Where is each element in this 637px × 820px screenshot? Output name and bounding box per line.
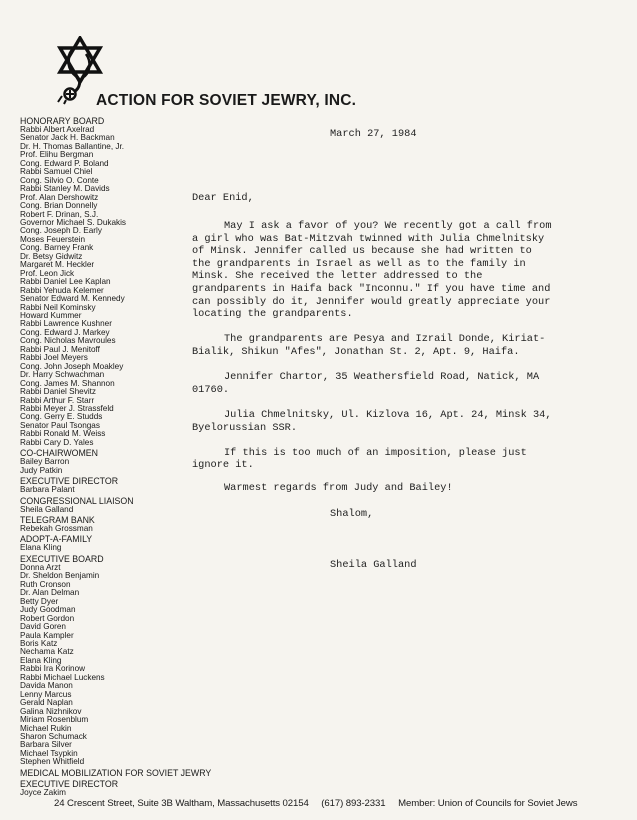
sidebar-member-name: Rabbi Ronald M. Weiss [20,429,106,439]
sidebar-member-name: Rabbi Lawrence Kushner [20,319,112,329]
sidebar-member-name: Michael Tsypkin [20,748,78,758]
sidebar-member-name: Miriam Rosenblum [20,715,89,725]
sidebar-member-name: Judy Goodman [20,605,76,615]
sidebar-member-name: Senator Edward M. Kennedy [20,294,125,304]
sidebar-member-name: Barbara Palant [20,485,75,495]
sidebar-member-name: Rabbi Meyer J. Strassfeld [20,403,114,413]
organization-name: ACTION FOR SOVIET JEWRY, INC. [96,92,357,109]
sidebar-member-name: Rabbi Arthur F. Starr [20,395,95,405]
sidebar-member-name: Margaret M. Heckler [20,260,95,270]
sidebar-member-name: Senator Paul Tsongas [20,420,100,430]
letter-paragraphs [192,220,552,484]
sidebar-section [20,767,212,778]
sidebar-member-name: Michael Rukin [20,723,72,733]
sidebar-member-name: Gerald Naplan [20,698,73,708]
sidebar-member-name: Galina Nizhnikov [20,706,82,716]
sidebar-member-name: Dr. Alan Delman [20,588,80,598]
sidebar-member-name: Davida Manon [20,681,73,691]
board-member-list [20,116,212,799]
sidebar-member-name: Barbara Silver [20,740,72,750]
sidebar-section [20,477,190,494]
sidebar-member-name: Rabbi Cary D. Yales [20,437,94,447]
paragraph-imposition: If this is too much of an imposition, please just ignore it. [192,446,527,472]
sidebar-member-name: Cong. Barney Frank [20,243,94,253]
sidebar-member-name: Howard Kummer [20,310,82,320]
sidebar-member-name: David Goren [20,622,66,632]
paragraph-request: May I ask a favor of you? We recently got a call from a girl who was Bat-Mitzvah twinned with Julia Chmelnitsky of Minsk. Jennifer called us because she had written to the grandparents in Israel as well as to the family in Minsk. She received the letter addressed to the grandparents in Haifa back "Inconnu." If you have time and can possibly do it, Jennifer would greatly appreciate your locating the grandparents. [192,220,552,321]
sidebar-member-name: Rabbi Michael Luckens [20,672,105,682]
sidebar-member-name: Rabbi Joel Meyers [20,353,88,363]
sidebar-member-name: Rabbi Neil Kominsky [20,302,96,312]
sidebar-member-name: Elana Kling [20,655,62,665]
sidebar-member-name: Rabbi Yehuda Kelemer [20,285,104,295]
sidebar-section-heading: CO-CHAIRWOMEN [20,448,99,459]
sidebar-section [20,516,190,533]
sidebar-member-name: Boris Katz [20,639,58,649]
sidebar-member-name: Rabbi Daniel Lee Kaplan [20,277,111,287]
sidebar-member-name: Cong. Nicholas Mavroules [20,336,116,346]
sidebar-member-name: Stephen Whitfield [20,757,85,767]
sidebar-section-heading: ADOPT-A-FAMILY [20,534,93,545]
sidebar-member-name: Rabbi Stanley M. Davids [20,184,110,194]
sidebar-member-name: Robert Gordon [20,613,75,623]
sidebar-member-name: Donna Arzt [20,562,61,572]
sidebar-section-heading: EXECUTIVE BOARD [20,553,104,564]
sidebar-member-name: Dr. Sheldon Benjamin [20,571,100,581]
sidebar-section [20,535,190,552]
footer-address: 24 Crescent Street, Suite 3B Waltham, Massachusetts 02154 [54,798,309,809]
sidebar-member-name: Prof. Elihu Bergman [20,150,94,160]
sidebar-member-name: Lenny Marcus [20,689,72,699]
sidebar-member-name: Betty Dyer [20,596,59,606]
paragraph-grandparents: The grandparents are Pesya and Izrail Donde, Kiriat-Bialik, Shikun "Afes", Jonathan St. 2, Apt. 9, Haifa. [192,333,546,358]
sidebar-member-name: Robert F. Drinan, S.J. [20,209,99,219]
sidebar-member-name: Prof. Alan Dershowitz [20,192,99,202]
sidebar-member-name: Moses Feuerstein [20,234,86,244]
sidebar-section-heading: EXECUTIVE DIRECTOR [20,476,119,487]
sidebar-member-name: Cong. Gerry E. Studds [20,412,103,422]
sidebar-member-name: Judy Patkin [20,465,63,475]
sidebar-section-heading: HONORARY BOARD [20,116,105,126]
sidebar-member-name: Nechama Katz [20,647,74,657]
footer-member: Member: Union of Councils for Soviet Jews [398,798,578,809]
sidebar-member-name: Joyce Zakim [20,787,66,797]
sidebar-member-name: Governor Michael S. Dukakis [20,217,127,227]
sidebar-member-name: Paula Kampler [20,630,74,640]
footer-phone: (617) 893-2331 [321,798,386,809]
sidebar-section-heading: TELEGRAM BANK [20,515,95,526]
sidebar-section-heading: MEDICAL MOBILIZATION FOR SOVIET JEWRY [20,767,212,778]
sidebar-member-name: Cong. James M. Shannon [20,378,115,388]
sidebar-member-name: Cong. John Joseph Moakley [20,361,124,371]
sidebar-member-name: Dr. Betsy Gidwitz [20,251,83,261]
letter-sign-off: Shalom, [330,508,374,520]
sidebar-section [20,117,190,447]
letter-closing: Warmest regards from Judy and Bailey! [224,482,453,494]
sidebar-member-name: Cong. Brian Donnelly [20,201,98,211]
sidebar-member-name: Bailey Barron [20,457,70,467]
sidebar-member-name: Rabbi Daniel Shevitz [20,387,97,397]
sidebar-section-heading: EXECUTIVE DIRECTOR [20,778,119,789]
sidebar-member-name: Senator Jack H. Backman [20,133,115,143]
sidebar-member-name: Rabbi Paul J. Menitoff [20,344,100,354]
paragraph-jennifer-address: Jennifer Chartor, 35 Weathersfield Road, Natick, MA 01760. [192,371,540,396]
sidebar-member-name: Rebekah Grossman [20,524,93,534]
sidebar-member-name: Sharon Schumack [20,732,87,741]
sidebar-member-name: Rabbi Albert Axelrad [20,125,95,134]
letter-signature: Sheila Galland [330,559,417,571]
sidebar-member-name: Cong. Silvio O. Conte [20,175,99,185]
sidebar-member-name: Dr. Harry Schwachman [20,370,105,380]
sidebar-section [20,780,190,797]
letterhead-footer [54,798,614,809]
sidebar-member-name: Rabbi Samuel Chiel [20,167,93,177]
sidebar-section-heading: CONGRESSIONAL LIAISON [20,495,134,506]
letter-salutation: Dear Enid, [192,192,254,204]
sidebar-member-name: Rabbi Ira Korinow [20,664,86,674]
letter-date: March 27, 1984 [330,128,417,140]
sidebar-member-name: Sheila Galland [20,504,74,514]
sidebar-member-name: Prof. Leon Jick [20,268,75,278]
sidebar-member-name: Elana Kling [20,543,62,553]
sidebar-section [20,555,190,767]
sidebar-member-name: Cong. Edward P. Boland [20,158,109,168]
paragraph-julia-address: Julia Chmelnitsky, Ul. Kizlova 16, Apt. 24, Minsk 34, Byelorussian SSR. [192,408,552,434]
sidebar-member-name: Ruth Cronson [20,579,71,589]
sidebar-member-name: Dr. H. Thomas Ballantine, Jr. [20,141,125,151]
sidebar-section [20,497,190,514]
sidebar-member-name: Cong. Joseph D. Early [20,226,102,236]
sidebar-member-name: Cong. Edward J. Markey [20,327,110,337]
sidebar-section [20,449,190,475]
